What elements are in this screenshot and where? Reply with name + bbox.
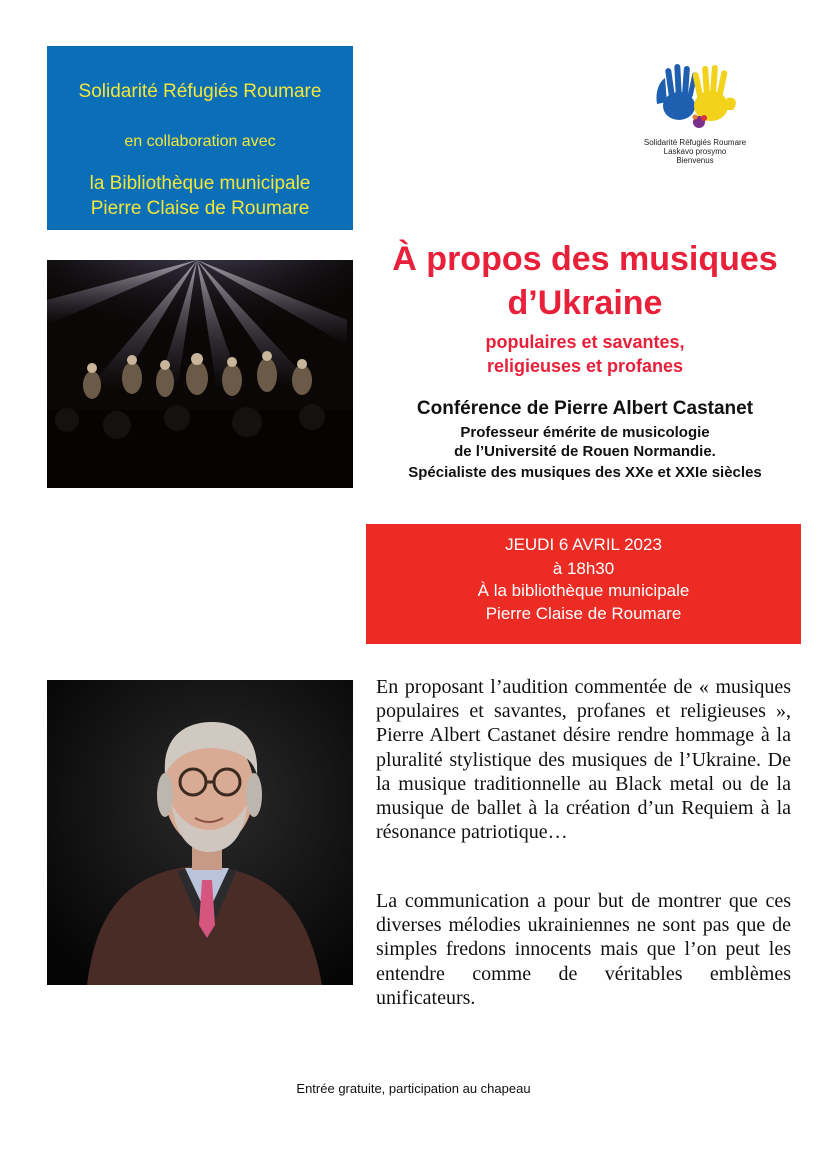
organizer-name: Solidarité Réfugiés Roumare	[78, 81, 322, 102]
footer-note: Entrée gratuite, participation au chapeau	[296, 1081, 531, 1096]
speaker-heading: Conférence de Pierre Albert Castanet	[416, 398, 754, 419]
concert-photo	[47, 260, 353, 488]
speaker-role-line1: Professeur émérite de musicologie	[460, 424, 710, 441]
event-date: JEUDI 6 AVRIL 2023	[505, 535, 662, 554]
speaker-role-line3: Spécialiste des musiques des XXe et XXIe siècles	[408, 464, 762, 481]
logo-line1: Solidarité Réfugiés Roumare	[643, 138, 747, 147]
event-title-line1: À propos des musiques	[392, 240, 778, 278]
event-title-line2: d’Ukraine	[507, 284, 663, 322]
description-paragraph-2: La communication a pour but de montrer que ces diverses mélodies ukrainiennes ne sont pas que de simples fredons innocents mais que l’on peut les entendre comme de véritables emblèmes unificateurs.	[376, 890, 791, 1009]
event-time: à 18h30	[552, 559, 615, 578]
organization-logo	[630, 62, 760, 172]
venue-line1: À la bibliothèque municipale	[477, 581, 690, 600]
collaboration-text: en collaboration avec	[124, 133, 276, 150]
speaker-portrait-illustration	[47, 680, 353, 985]
logo-line3: Bienvenus	[676, 156, 714, 165]
library-name-line2: Pierre Claise de Roumare	[90, 198, 310, 219]
speaker-role-line2: de l’Université de Rouen Normandie.	[454, 443, 716, 460]
organizer-box	[47, 46, 353, 230]
event-subtitle-line2: religieuses et profanes	[486, 356, 684, 376]
logo-line2: Laskavo prosymo	[663, 147, 727, 156]
event-subtitle-line1: populaires et savantes,	[485, 332, 685, 352]
speaker-portrait	[47, 680, 353, 985]
library-name-line1: la Bibliothèque municipale	[89, 173, 311, 194]
venue-line2: Pierre Claise de Roumare	[485, 604, 682, 623]
schedule-box	[366, 524, 801, 644]
concert-stage-illustration	[47, 260, 353, 488]
hands-logo-icon	[647, 62, 743, 134]
description-paragraph-1: En proposant l’audition commentée de « musiques populaires et savantes, profanes et religieuses », Pierre Albert Castanet désire rendre hommage à la pluralité stylistique des musiques de l’Ukraine. De la musique traditionnelle au Black metal ou de la musique de ballet à la création d’un Requiem à la résonance patriotique…	[376, 676, 791, 844]
